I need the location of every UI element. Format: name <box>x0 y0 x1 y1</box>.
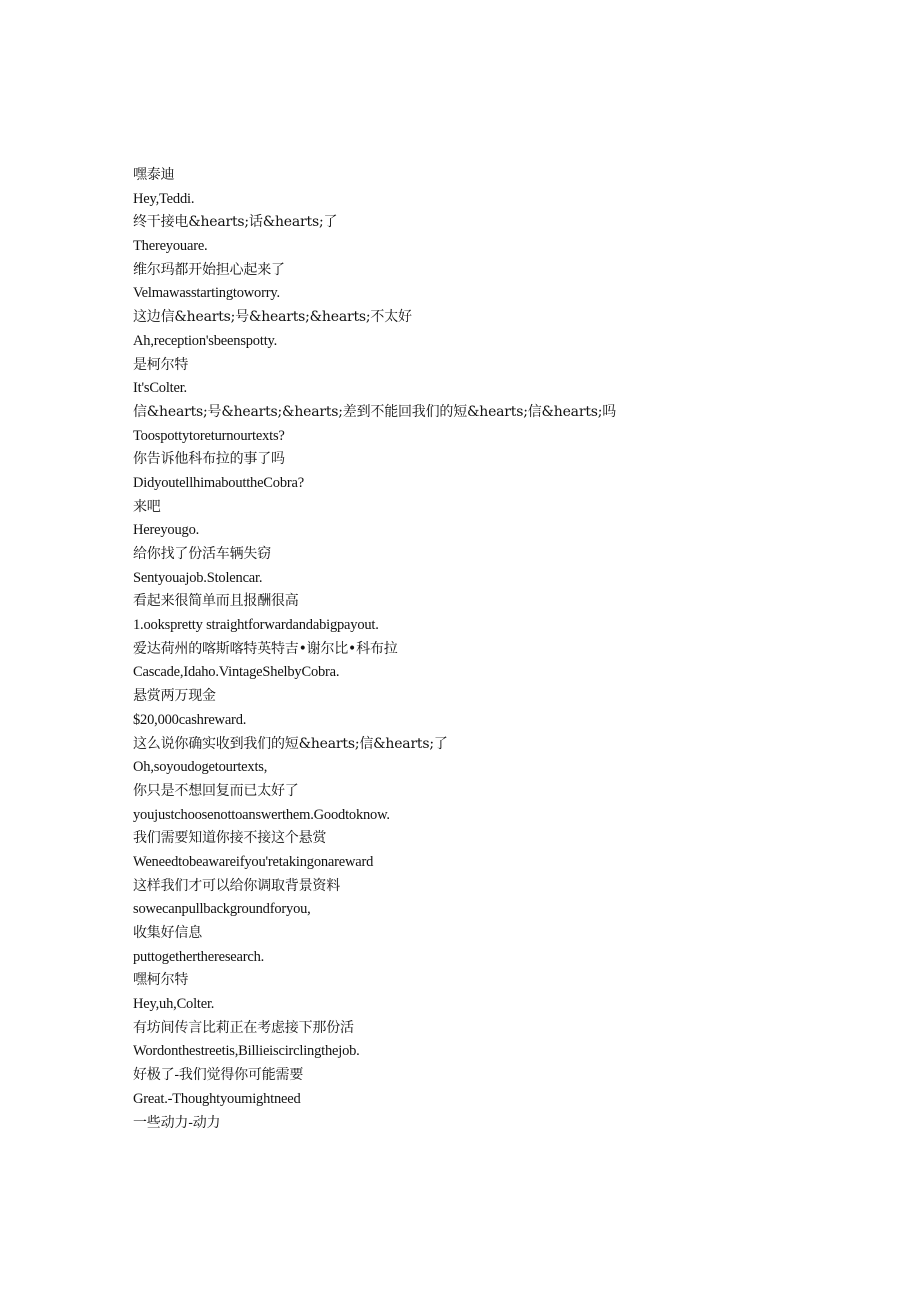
subtitle-line-zh: 你告诉他科布拉的事了吗 <box>133 451 285 468</box>
subtitle-line-zh: 好极了-我们觉得你可能需要 <box>133 1067 304 1084</box>
subtitle-line-zh: 嘿柯尔特 <box>133 972 189 989</box>
subtitle-line-zh: 来吧 <box>133 498 161 515</box>
subtitle-line-zh: 这边信&hearts;号&hearts;&hearts;不太好 <box>133 309 412 326</box>
subtitle-transcript <box>133 164 833 1135</box>
subtitle-line-zh: 看起来很简单而且报酬很高 <box>133 593 299 610</box>
subtitle-line-en: Sentyouajob.Stolencar. <box>133 569 263 586</box>
subtitle-line-en: Hereyougo. <box>133 522 200 539</box>
subtitle-line-zh: 是柯尔特 <box>133 356 189 373</box>
subtitle-line-zh: 我们需要知道你接不接这个悬赏 <box>133 830 327 847</box>
subtitle-line-zh: 收集好信息 <box>133 925 202 941</box>
subtitle-line-en: sowecanpullbackgroundforyou, <box>133 901 311 918</box>
subtitle-line-zh: 悬赏两万现金 <box>133 688 216 705</box>
subtitle-line-zh: 信&hearts;号&hearts;&hearts;差到不能回我们的短&hearts;信&hearts;吗 <box>133 403 617 420</box>
subtitle-line-en: Weneedtobeawareifyou'retakingonareward <box>133 853 374 870</box>
subtitle-line-zh: 一些动力-动力 <box>133 1114 221 1131</box>
subtitle-line-en: Hey,Teddi. <box>133 190 195 207</box>
subtitle-line-en: Thereyouare. <box>133 238 208 255</box>
subtitle-line-zh: 你只是不想回复而已太好了 <box>133 782 299 799</box>
subtitle-line-en: $20,000cashreward. <box>133 711 247 728</box>
subtitle-line-en: DidyoutellhimabouttheCobra? <box>133 474 304 491</box>
subtitle-line-en: It'sColter. <box>133 380 187 397</box>
subtitle-line-en: Cascade,Idaho.VintageShelbyCobra. <box>133 664 340 681</box>
subtitle-line-en: Wordonthestreetis,Billieiscirclingthejob. <box>133 1043 360 1060</box>
subtitle-line-zh: 给你找了份活车辆失窃 <box>133 546 271 562</box>
subtitle-line-zh: 爱达荷州的喀斯喀特英特吉•谢尔比•科布拉 <box>133 640 398 657</box>
subtitle-line-en: puttogethertheresearch. <box>133 948 265 965</box>
subtitle-line-en: youjustchoosenottoanswerthem.Goodtoknow. <box>133 806 390 823</box>
subtitle-line-en: Oh,soyoudogetourtexts, <box>133 759 268 776</box>
subtitle-line-zh: 这样我们才可以给你调取背景资料 <box>133 877 340 894</box>
subtitle-line-zh: 有坊间传言比莉正在考虑接下那份活 <box>133 1019 354 1036</box>
subtitle-line-zh: 这么说你确实收到我们的短&hearts;信&hearts;了 <box>133 735 448 752</box>
subtitle-line-en: Toospottytoreturnourtexts? <box>133 427 285 444</box>
subtitle-line-en: 1.ookspretty straightforwardandabigpayout. <box>133 617 379 634</box>
subtitle-line-en: Velmawasstartingtoworry. <box>133 285 280 302</box>
subtitle-line-zh: 维尔玛都开始担心起来了 <box>133 261 285 278</box>
subtitle-line-zh: 嘿泰迪 <box>133 167 175 183</box>
subtitle-line-en: Hey,uh,Colter. <box>133 996 215 1013</box>
subtitle-line-en: Ah,reception'sbeenspotty. <box>133 332 278 349</box>
subtitle-line-zh: 终干接电&hearts;话&hearts;了 <box>133 214 338 231</box>
subtitle-line-en: Great.-Thoughtyoumightneed <box>133 1090 301 1107</box>
